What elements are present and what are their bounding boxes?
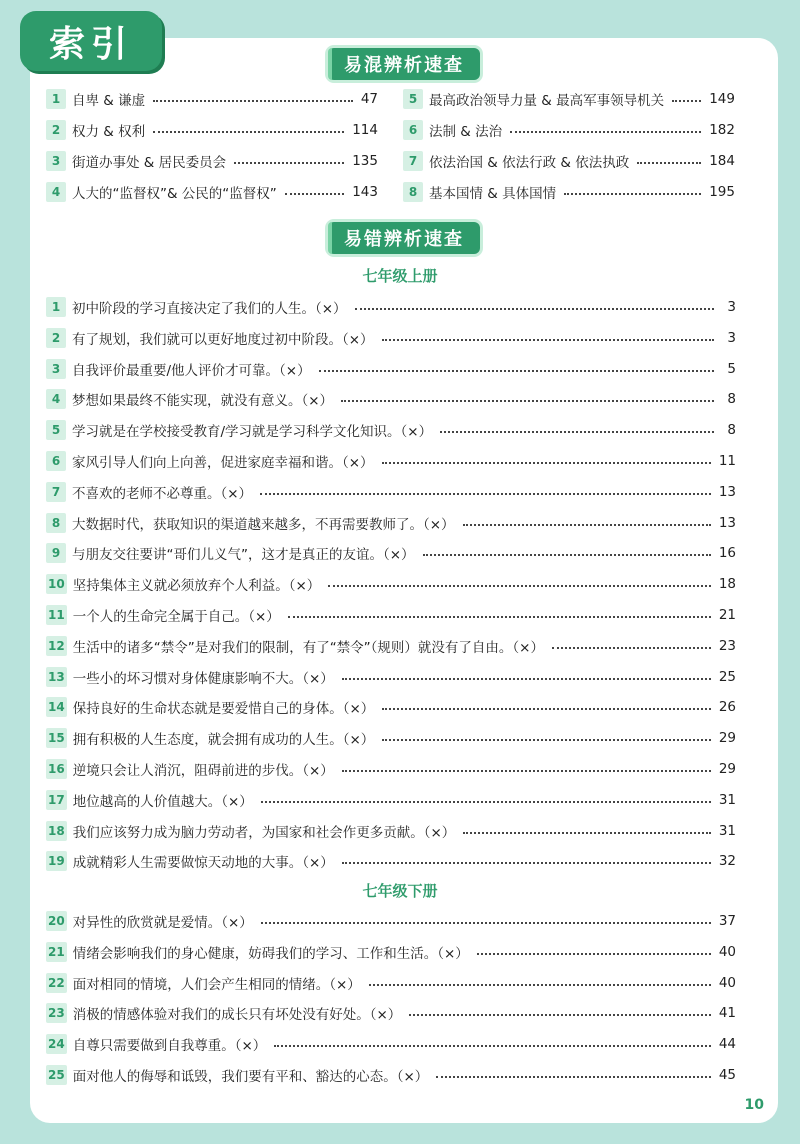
dot-leader — [260, 483, 711, 495]
entry-page: 25 — [718, 668, 736, 685]
entry-number: 6 — [46, 451, 66, 471]
mistakes-section-badge: 易错辨析速查 — [328, 222, 480, 254]
entry-page: 11 — [718, 453, 736, 469]
index-entry — [46, 1033, 736, 1055]
entry-number: 5 — [46, 420, 66, 440]
entry-number: 4 — [46, 182, 66, 202]
entry-page: 8 — [727, 422, 736, 439]
entry-text: 学习就是在学校接受教育/学习就是学习科学文化知识。（×） — [72, 424, 433, 441]
index-entry — [46, 181, 378, 203]
dot-leader — [342, 668, 711, 680]
entry-text: 面对相同的情境，人们会产生相同的情绪。（×） — [72, 976, 361, 993]
dot-leader — [153, 90, 353, 102]
entry-page: 26 — [718, 699, 736, 716]
entry-text: 依法治国 & 依法行政 & 依法执政 — [429, 155, 630, 171]
entry-text: 有了规划，我们就可以更好地度过初中阶段。（×） — [72, 331, 374, 348]
entry-page: 21 — [718, 607, 736, 623]
entry-text: 梦想如果最终不能实现，就没有意义。（×） — [72, 393, 334, 410]
entry-page: 40 — [718, 974, 736, 991]
entry-number: 15 — [46, 728, 67, 748]
dot-leader — [288, 606, 711, 618]
entry-text: 最高政治领导力量 & 最高军事领导机关 — [429, 93, 665, 109]
entry-number: 23 — [46, 1003, 67, 1023]
entry-page: 114 — [352, 122, 378, 138]
entry-page: 29 — [718, 761, 736, 777]
index-entry — [403, 181, 735, 203]
entry-number: 10 — [46, 574, 67, 594]
entry-number: 8 — [46, 513, 66, 533]
dot-leader — [285, 183, 344, 195]
entry-number: 8 — [403, 182, 423, 202]
entry-text: 地位越高的人价值越大。（×） — [72, 793, 253, 810]
entry-text: 情绪会影响我们的身心健康，妨碍我们的学习、工作和生活。（×） — [72, 945, 469, 962]
index-entry — [46, 542, 736, 564]
entry-text: 我们应该努力成为脑力劳动者，为国家和社会作更多贡献。（×） — [72, 824, 456, 841]
entry-text: 街道办事处 & 居民委员会 — [72, 155, 227, 171]
entry-number: 11 — [46, 605, 67, 625]
grade7-lower-heading: 七年级下册 — [362, 882, 438, 900]
entry-page: 149 — [709, 91, 735, 107]
dot-leader — [382, 329, 714, 341]
index-entry — [46, 150, 378, 172]
index-entry — [46, 789, 736, 811]
dot-leader — [328, 575, 711, 587]
index-entry — [403, 119, 735, 141]
entry-number: 16 — [46, 759, 67, 779]
entry-number: 21 — [46, 942, 67, 962]
entry-page: 37 — [718, 913, 736, 929]
entry-page: 41 — [718, 1005, 736, 1022]
index-entry — [46, 450, 736, 472]
entry-text: 权力 & 权利 — [72, 124, 146, 140]
entry-number: 18 — [46, 821, 67, 841]
dot-leader — [153, 121, 344, 133]
entry-number: 20 — [46, 911, 67, 931]
index-entry — [46, 88, 378, 110]
dot-leader — [672, 90, 701, 102]
dot-leader — [342, 852, 711, 864]
entry-text: 面对他人的侮辱和诋毁，我们要有平和、豁达的心态。（×） — [72, 1069, 429, 1085]
entry-page: 13 — [718, 514, 736, 531]
entry-number: 25 — [46, 1065, 67, 1085]
index-entry — [403, 150, 735, 172]
entry-text: 家风引导人们向上向善，促进家庭幸福和谐。（×） — [72, 455, 374, 471]
index-entry — [46, 419, 736, 441]
entry-page: 8 — [727, 391, 736, 408]
entry-number: 7 — [46, 482, 66, 502]
index-entry — [46, 758, 736, 780]
entry-page: 31 — [718, 822, 736, 839]
entry-text: 自尊只需要做到自我尊重。（×） — [72, 1038, 267, 1055]
confusing-section-badge: 易混辨析速查 — [328, 48, 480, 80]
dot-leader — [463, 822, 711, 834]
entry-page: 182 — [709, 122, 735, 138]
entry-text: 大数据时代，获取知识的渠道越来越多，不再需要教师了。（×） — [72, 516, 455, 533]
index-entry — [46, 296, 736, 318]
entry-number: 24 — [46, 1034, 67, 1054]
index-title-tab — [20, 11, 162, 71]
entry-page: 195 — [709, 184, 735, 200]
index-entry — [46, 910, 736, 932]
dot-leader — [423, 544, 711, 556]
entry-text: 法制 & 法治 — [429, 124, 503, 140]
dot-leader — [274, 1035, 711, 1047]
entry-number: 13 — [46, 667, 67, 687]
index-entry — [46, 666, 736, 688]
entry-text: 坚持集体主义就必须放弃个人利益。（×） — [72, 578, 321, 595]
entry-number: 2 — [46, 328, 66, 348]
dot-leader — [355, 298, 714, 310]
entry-page: 5 — [727, 360, 736, 377]
dot-leader — [637, 152, 701, 164]
entry-page: 184 — [709, 153, 735, 169]
dot-leader — [319, 360, 714, 372]
dot-leader — [234, 152, 344, 164]
grade7-upper-heading: 七年级上册 — [362, 267, 438, 285]
entry-number: 14 — [46, 697, 67, 717]
dot-leader — [564, 183, 701, 195]
entry-page: 45 — [718, 1067, 736, 1083]
index-entry — [46, 1064, 736, 1086]
dot-leader — [477, 943, 711, 955]
index-entry — [46, 635, 736, 657]
entry-page: 18 — [718, 576, 736, 593]
entry-number: 5 — [403, 89, 423, 109]
entry-page: 135 — [352, 153, 378, 169]
entry-page: 29 — [718, 730, 736, 747]
index-entry — [46, 1002, 736, 1024]
entry-number: 6 — [403, 120, 423, 140]
entry-text: 对异性的欣赏就是爱情。（×） — [72, 915, 253, 931]
dot-leader — [440, 421, 714, 433]
entry-text: 自卑 & 谦虚 — [72, 93, 146, 109]
entry-number: 4 — [46, 389, 66, 409]
index-entry — [46, 119, 378, 141]
entry-page: 3 — [727, 299, 736, 315]
index-entry — [403, 88, 735, 110]
entry-page: 40 — [718, 943, 736, 960]
index-entry — [46, 388, 736, 410]
entry-text: 人大的“监督权”& 公民的“监督权” — [72, 186, 277, 202]
index-entry — [46, 604, 736, 626]
index-entry — [46, 481, 736, 503]
index-entry — [46, 512, 736, 534]
dot-leader — [261, 791, 711, 803]
entry-text: 初中阶段的学习直接决定了我们的人生。（×） — [72, 301, 347, 317]
entry-page: 47 — [360, 91, 378, 107]
dot-leader — [261, 912, 711, 924]
index-entry — [46, 941, 736, 963]
entry-text: 成就精彩人生需要做惊天动地的大事。（×） — [72, 855, 334, 872]
entry-text: 自我评价最重要/他人评价才可靠。（×） — [72, 362, 311, 379]
entry-number: 1 — [46, 297, 66, 317]
entry-text: 一些小的坏习惯对身体健康影响不大。（×） — [72, 670, 334, 687]
entry-number: 1 — [46, 89, 66, 109]
index-entry — [46, 727, 736, 749]
entry-text: 生活中的诸多“禁令”是对我们的限制，有了“禁令”（规则）就没有了自由。（×） — [72, 639, 544, 656]
entry-text: 拥有积极的人生态度，就会拥有成功的人生。（×） — [72, 732, 375, 749]
dot-leader — [382, 452, 711, 464]
entry-text: 消极的情感体验对我们的成长只有坏处没有好处。（×） — [72, 1007, 402, 1024]
page-title: 索引 — [48, 23, 133, 65]
index-entry — [46, 820, 736, 842]
entry-text: 逆境只会让人消沉，阻碍前进的步伐。（×） — [72, 763, 334, 779]
entry-number: 3 — [46, 151, 66, 171]
index-entry — [46, 358, 736, 380]
entry-number: 7 — [403, 151, 423, 171]
dot-leader — [510, 121, 701, 133]
index-entry — [46, 573, 736, 595]
entry-page: 16 — [718, 545, 736, 562]
dot-leader — [552, 637, 711, 649]
entry-number: 22 — [46, 973, 67, 993]
entry-number: 2 — [46, 120, 66, 140]
index-entry — [46, 972, 736, 994]
entry-text: 保持良好的生命状态就是要爱惜自己的身体。（×） — [72, 701, 375, 718]
entry-text: 不喜欢的老师不必尊重。（×） — [72, 485, 253, 502]
entry-page: 13 — [718, 483, 736, 500]
dot-leader — [382, 729, 711, 741]
dot-leader — [463, 514, 711, 526]
entry-page: 3 — [727, 329, 736, 346]
dot-leader — [409, 1004, 711, 1016]
page-number: 10 — [744, 1097, 764, 1113]
entry-number: 17 — [46, 790, 67, 810]
entry-text: 基本国情 & 具体国情 — [429, 186, 557, 202]
index-entry — [46, 327, 736, 349]
entry-page: 31 — [718, 791, 736, 808]
entry-page: 32 — [718, 853, 736, 870]
index-entry — [46, 696, 736, 718]
entry-text: 与朋友交往要讲“哥们儿义气”，这才是真正的友谊。（×） — [72, 547, 415, 564]
entry-number: 9 — [46, 543, 66, 563]
entry-page: 23 — [718, 637, 736, 654]
entry-page: 44 — [718, 1036, 736, 1053]
index-entry — [46, 850, 736, 872]
dot-leader — [341, 390, 714, 402]
entry-number: 12 — [46, 636, 67, 656]
entry-page: 143 — [352, 184, 378, 200]
entry-number: 3 — [46, 359, 66, 379]
dot-leader — [342, 760, 711, 772]
dot-leader — [369, 974, 711, 986]
dot-leader — [382, 698, 711, 710]
entry-text: 一个人的生命完全属于自己。（×） — [72, 609, 280, 625]
dot-leader — [436, 1066, 711, 1078]
entry-number: 19 — [46, 851, 67, 871]
